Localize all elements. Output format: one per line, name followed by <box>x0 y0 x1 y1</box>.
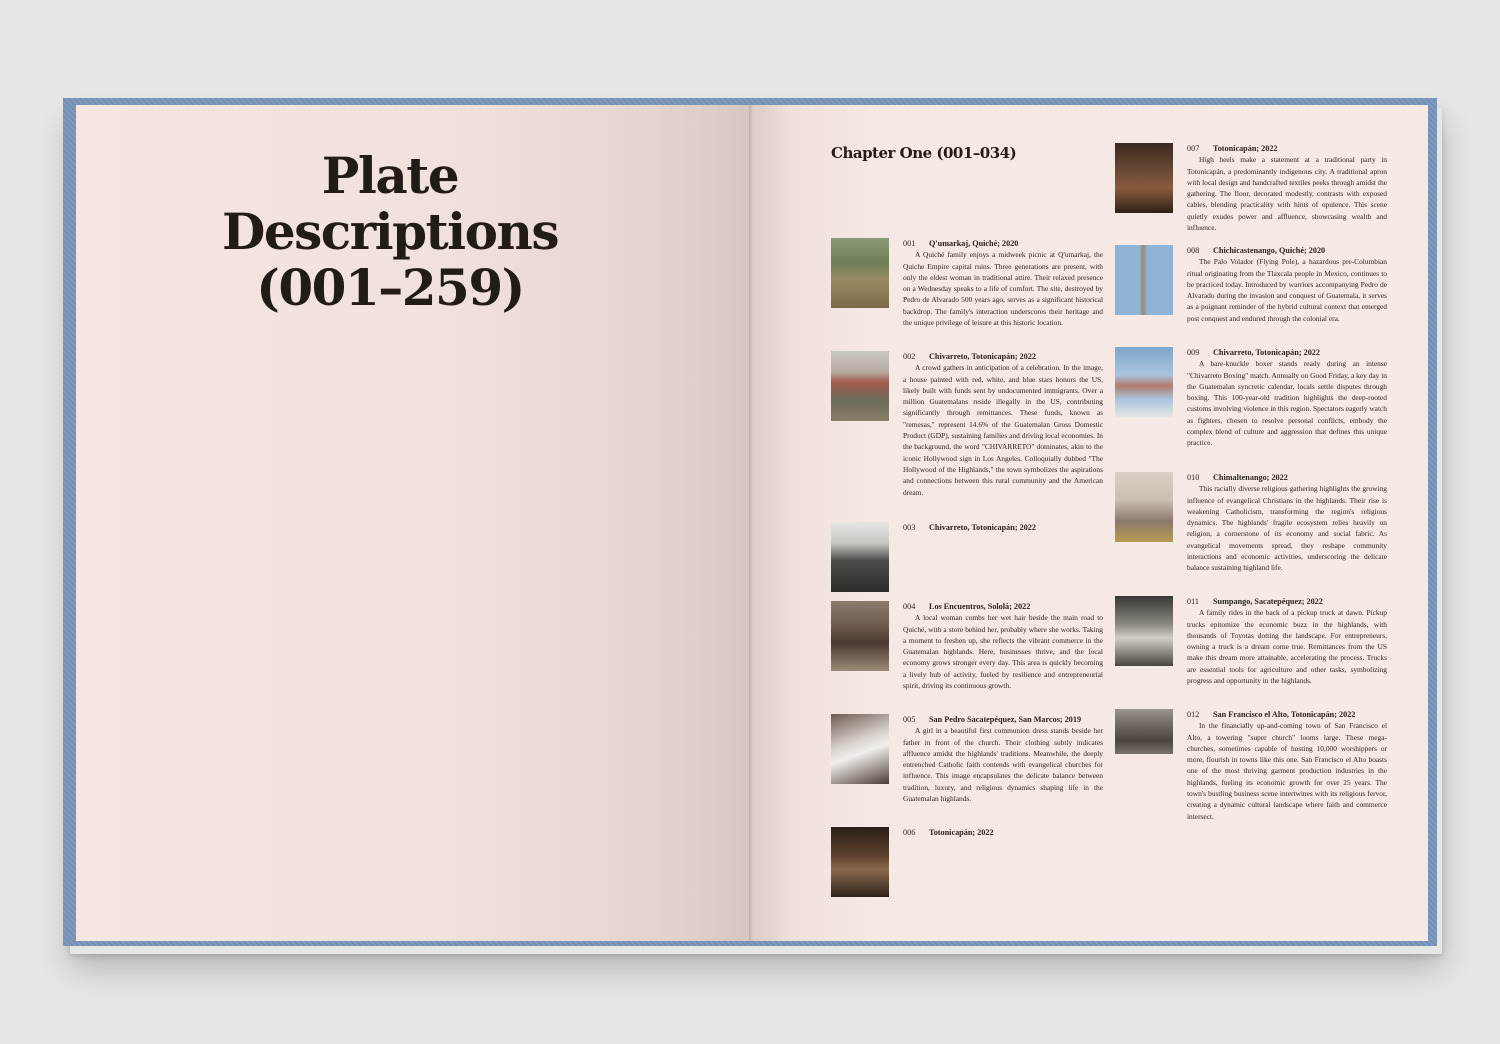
plate-number: 006 <box>903 828 916 837</box>
plate-number: 001 <box>903 239 916 248</box>
plate-text <box>1187 709 1387 822</box>
plate-text <box>1187 245 1387 324</box>
title-line-2: (001–259) <box>256 258 524 317</box>
plate-title: Totonicapán; 2022 <box>929 828 994 837</box>
plate-description: The Palo Volador (Flying Pole), a hazardous pre-Columbian ritual originating from the Tlaxcala people in Mexico, continues to be practiced today. Introduced by warriors accompanying Pedro de Alvarado during the invasion and conquest of Guatemala, it serves as a poignant reminder of the hybrid cultural context that emerged post conquest and endured through the colonial era. <box>1187 257 1387 323</box>
plate-description: A crowd gathers in anticipation of a celebration. In the image, a house painted with red, white, and blue stars honors the US, likely built with funds sent by undocumented immigrants. Over a million Guatemalans reside illegally in the US, contributing significantly through remittances. These funds, known as "remesas," represent 14.6% of the Guatemalan Gross Domestic Product (GDP), sustaining families and driving local economies. In the background, the word "CHIVARRETO" dominates, akin to the iconic Hollywood sign in Los Angeles. Colloquially dubbed "The Hollywood of the Highlands," the town symbolizes the aspirations and connections between this rural community and the American dream. <box>903 363 1103 497</box>
plate-text <box>903 601 1103 691</box>
plate-text <box>1187 347 1387 449</box>
plate-text <box>903 714 1103 804</box>
plate-number: 004 <box>903 602 916 611</box>
plate-thumbnail <box>1115 347 1173 417</box>
plate-text <box>903 351 1103 498</box>
plate-text <box>1187 472 1387 574</box>
plate-description: A local woman combs her wet hair beside the main road to Quiché, with a store behind her, probably where she works. Taking a moment to freshen up, she reflects the vibrant commerce in the Guatemalan highlands. Here, businesses thrive, and the local economy grows stronger every day. This area is quickly becoming a lively hub of activity, fueled by resilience and entrepreneurial spirit, driving its continuous growth. <box>903 613 1103 691</box>
title-line-1: Plate Descriptions <box>221 146 558 261</box>
plate-description: In the financially up-and-coming town of San Francisco el Alto, a towering "super church" looms large. These mega-churches, sometimes capable of hosting 10,000 worshippers or more, flourish in towns like this one. San Francisco el Alto boasts one of the most thriving garment production industries in the highlands, fueling its economic growth for over 25 years. The town's bustling business scene intertwines with its religious fervor, creating a dynamic cultural landscape where faith and commerce intersect. <box>1187 721 1387 821</box>
plate-number: 007 <box>1187 144 1200 153</box>
plate-description: A bare-knuckle boxer stands ready during an intense "Chivarreto Boxing" match. Annually on Good Friday, a key day in the Guatemalan syncretic calendar, locals settle disputes through boxing. This 100-year-old tradition highlights the deep-rooted customs involving violence in this region. Spectators eagerly watch as fighters, chosen to resolve personal conflicts, embody the complex blend of culture and aggression that defines this unique practice. <box>1187 359 1387 448</box>
plate-text <box>903 522 1103 533</box>
plate-text <box>903 238 1103 328</box>
plate-title: Chivarreto, Totonicapán; 2022 <box>929 523 1036 532</box>
plate-thumbnail <box>1115 596 1173 666</box>
plate-thumbnail <box>831 714 889 784</box>
plate-thumbnail <box>1115 245 1173 315</box>
plate-number: 002 <box>903 352 916 361</box>
plate-number: 011 <box>1187 597 1199 606</box>
plate-number: 009 <box>1187 348 1200 357</box>
plate-thumbnail <box>831 601 889 671</box>
plate-number: 005 <box>903 715 916 724</box>
plate-description: A family rides in the back of a pickup truck at dawn. Pickup trucks epitomize the economic buzz in the highlands, with thousands of Toyotas dotting the landscape. For entrepreneurs, owning a truck is a dream come true. Remittances from the US make this dream more attainable, accelerating the process. Trucks are essential tools for agriculture and other tasks, symbolizing progress and opportunity in the highlands. <box>1187 608 1387 686</box>
plate-description: A Quiché family enjoys a midweek picnic at Q'umarkaj, the Quiche Empire capital ruins. Three generations are present, with only the eldest woman in traditional attire. Their relaxed presence on a Wednesday speaks to a life of comfort. The site, destroyed by Pedro de Alvarado 500 years ago, serves as a significant historical backdrop. The family's interaction underscores their heritage and the unique privilege of leisure at this historic location. <box>903 250 1103 328</box>
plate-title: Q'umarkaj, Quiché; 2020 <box>929 239 1019 248</box>
page-title <box>150 148 630 316</box>
plate-title: Chivarreto, Totonicapán; 2022 <box>1213 348 1320 357</box>
plate-thumbnail <box>831 351 889 421</box>
plate-number: 008 <box>1187 246 1200 255</box>
plate-title: Chimaltenango; 2022 <box>1213 473 1288 482</box>
plate-thumbnail <box>831 827 889 897</box>
plate-description: High heels make a statement at a traditional party in Totonicapán, a predominantly indigenous city. A traditional apron with local design and handcrafted textiles peeks through amidst the gathering. The floor, decorated modestly, contrasts with exposed cables, blending practicality with hints of opulence. This scene quietly exudes power and affluence, showcasing wealth and influence. <box>1187 155 1387 233</box>
plate-thumbnail <box>1115 472 1173 542</box>
plate-thumbnail <box>831 522 889 592</box>
plate-thumbnail <box>1115 709 1173 754</box>
plate-description: A girl in a beautiful first communion dress stands beside her father in front of the church. Their clothing subtly indicates affluence amidst the highlands' traditions. Meanwhile, the deeply entrenched Catholic faith contends with evangelical churches for influence. This image encapsulates the delicate balance between tradition, luxury, and religious dynamics shaping life in the Guatemalan highlands. <box>903 726 1103 804</box>
plate-title: Chivarreto, Totonicapán; 2022 <box>929 352 1036 361</box>
plate-title: San Pedro Sacatepéquez, San Marcos; 2019 <box>929 715 1082 724</box>
plate-number: 010 <box>1187 473 1200 482</box>
plate-title: Totonicapán; 2022 <box>1213 144 1278 153</box>
plate-text <box>1187 143 1387 233</box>
plate-title: San Francisco el Alto, Totonicapán; 2022 <box>1213 710 1356 719</box>
plate-number: 003 <box>903 523 916 532</box>
plate-title: Sumpango, Sacatepéquez; 2022 <box>1213 597 1323 606</box>
plate-title: Los Encuentros, Sololá; 2022 <box>929 602 1031 611</box>
plate-text <box>903 827 1103 838</box>
plate-text <box>1187 596 1387 686</box>
plate-thumbnail <box>1115 143 1173 213</box>
plate-description: This racially diverse religious gathering highlights the growing influence of evangelical Christians in the highlands. Their rise is weakening Catholicism, transforming the region's religious dynamics. The highlands' fragile ecosystem relies heavily on religion, a cornerstone of its economy and social fabric. As evangelical movements spread, they reshape community interactions and economic activities, underscoring the delicate balance sustaining highland life. <box>1187 484 1387 573</box>
book-gutter <box>749 105 753 941</box>
plate-thumbnail <box>831 238 889 308</box>
plate-title: Chichicastenango, Quiché; 2020 <box>1213 246 1326 255</box>
chapter-heading: Chapter One (001–034) <box>831 144 1017 162</box>
plate-number: 012 <box>1187 710 1200 719</box>
